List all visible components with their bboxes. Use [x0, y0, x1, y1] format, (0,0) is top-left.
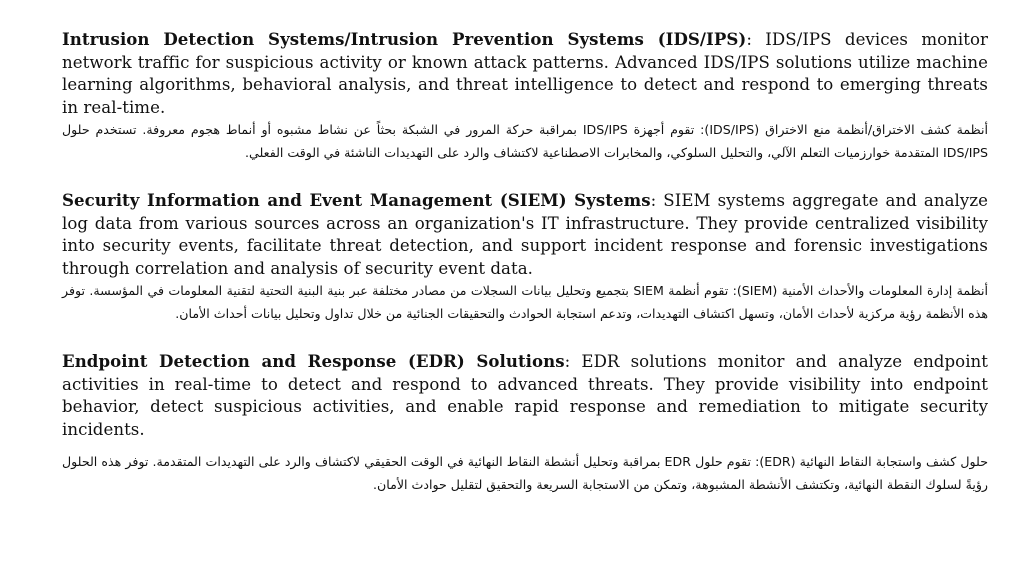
section-ids-ips — [62, 28, 988, 165]
english-paragraph — [62, 28, 988, 119]
section-divider-space — [62, 177, 988, 189]
english-body: : EDR solutions monitor and analyze endpoint activities in real-time to detect and respond to advanced threats. They provide visibility into endpoint behavior, detect suspicious activities, and enable rapid response and remediation to mitigate security incidents. — [62, 351, 989, 439]
english-paragraph — [62, 189, 988, 280]
term-heading: Security Information and Event Management (SIEM) Systems — [62, 189, 651, 210]
english-paragraph — [62, 350, 988, 441]
arabic-paragraph: أنظمة إدارة المعلومات والأحداث الأمنية (SIEM): تقوم أنظمة SIEM بتجميع وتحليل بيانات السجلات من مصادر مختلفة عبر بنية البنية التحتية لتقنية المعلومات في المؤسسة. توفر هذه الأنظمة رؤية مركزية لأحداث الأمان، وتسهل اكتشاف التهديدات، وتدعم استجابة الحوادث والتحقيقات الجنائية من خلال تداول وتحليل بيانات أحداث الأمان. — [62, 283, 989, 322]
term-heading: Endpoint Detection and Response (EDR) Solutions — [62, 350, 565, 371]
arabic-paragraph: أنظمة كشف الاختراق/أنظمة منع الاختراق (IDS/IPS): تقوم أجهزة IDS/IPS بمراقبة حركة المرور في الشبكة بحثاً عن نشاط مشبوه أو أنماط هجوم معروفة. تستخدم حلول IDS/IPS المتقدمة خوارزميات التعلم الآلي، والتحليل السلوكي، والمخابرات الاصطناعية لاكتشاف والرد على التهديدات الناشئة في الوقت الفعلي. — [62, 122, 988, 161]
english-body: : SIEM systems aggregate and analyze log data from various sources across an organization's IT infrastructure. They provide centralized visibility into security events, facilitate threat detection, and support incident response and forensic investigations through correlation and analysis of security event data. — [62, 190, 988, 278]
term-heading: Intrusion Detection Systems/Intrusion Prevention Systems (IDS/IPS) — [62, 29, 747, 49]
section-siem — [62, 189, 988, 326]
document-page — [62, 28, 988, 509]
section-divider-space — [62, 338, 988, 350]
arabic-paragraph: حلول كشف واستجابة النقاط النهائية (EDR): تقوم حلول EDR بمراقبة وتحليل أنشطة النقاط النهائية في الوقت الحقيقي لاكتشاف والرد على التهديدات المتقدمة. توفر هذه الحلول رؤيةً لسلوك النقطة النهائية، وتكتشف الأنشطة المشبوهة، وتمكن من الاستجابة السريعة والتحقيق لتقليل حوادث الأمان. — [62, 454, 988, 493]
section-edr — [62, 350, 988, 497]
english-body: : IDS/IPS devices monitor network traffic for suspicious activity or known attack patterns. Advanced IDS/IPS solutions utilize machine learning algorithms, behavioral analysis, and threat intelligence to detect and respond to emerging threats in real-time. — [62, 30, 988, 117]
